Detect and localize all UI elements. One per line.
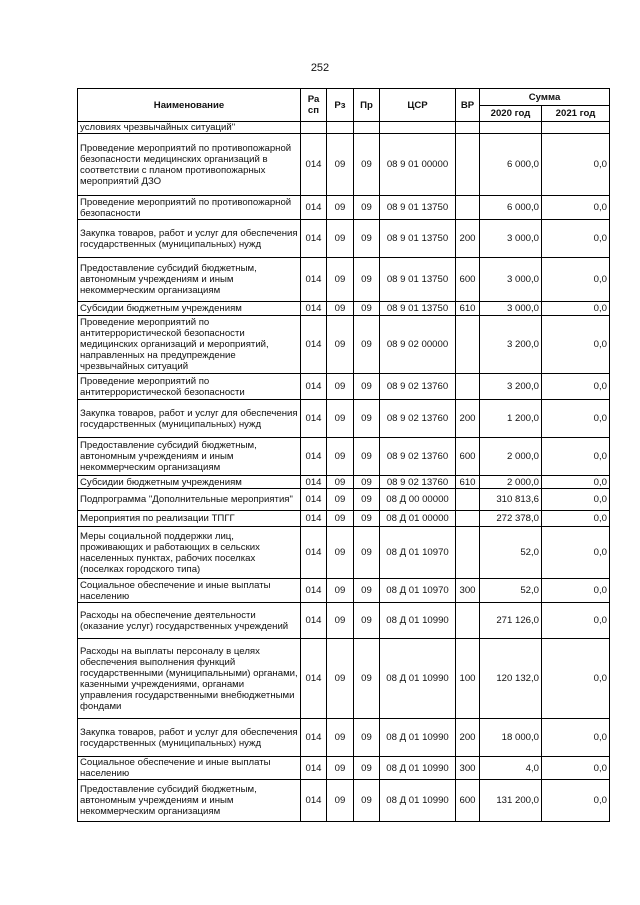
header-sum: Сумма [480,89,610,106]
row-vr: 300 [456,757,480,780]
table-row [78,489,610,511]
row-rz: 09 [327,489,354,511]
header-year-2020: 2020 год [480,106,542,122]
row-rz: 09 [327,579,354,603]
header-pr: Пр [354,89,380,122]
row-pr: 09 [354,302,380,316]
row-ra-sp: 014 [301,220,327,258]
row-rz: 09 [327,258,354,302]
row-sum-2021: 0,0 [542,757,610,780]
row-sum-2021: 0,0 [542,639,610,719]
row-sum-2020: 272 378,0 [480,511,542,527]
row-sum-2021: 0,0 [542,134,610,196]
row-vr: 300 [456,579,480,603]
row-sum-2020: 2 000,0 [480,476,542,489]
row-rz: 09 [327,316,354,374]
row-rz: 09 [327,134,354,196]
row-csr: 08 Д 01 10990 [380,780,456,822]
row-pr: 09 [354,196,380,220]
row-sum-2020: 6 000,0 [480,134,542,196]
row-sum-2020: 3 000,0 [480,258,542,302]
row-sum-2021: 0,0 [542,400,610,438]
row-csr: 08 Д 01 10990 [380,639,456,719]
row-pr: 09 [354,527,380,579]
row-rz: 09 [327,780,354,822]
page-number: 252 [310,62,330,74]
row-ra-sp: 014 [301,527,327,579]
row-csr: 08 Д 00 00000 [380,489,456,511]
row-pr: 09 [354,603,380,639]
row-csr: 08 9 02 13760 [380,400,456,438]
row-vr [456,122,480,134]
row-pr: 09 [354,134,380,196]
row-sum-2021: 0,0 [542,220,610,258]
table-row [78,122,610,134]
header-name: Наименование [78,89,301,122]
row-rz: 09 [327,220,354,258]
table-row [78,719,610,757]
row-ra-sp: 014 [301,374,327,400]
row-name: Подпрограмма "Дополнительные мероприятия" [78,489,301,511]
row-rz: 09 [327,511,354,527]
header-rz: Рз [327,89,354,122]
row-sum-2020: 2 000,0 [480,438,542,476]
row-rz: 09 [327,400,354,438]
row-rz: 09 [327,757,354,780]
row-sum-2021: 0,0 [542,476,610,489]
row-sum-2020: 3 200,0 [480,374,542,400]
row-rz: 09 [327,603,354,639]
row-sum-2020: 271 126,0 [480,603,542,639]
table-row [78,476,610,489]
row-name: Расходы на выплаты персоналу в целях обеспечения выполнения функций государственными (муниципальными) органами, казенными учреждениями, органами управления государственными внебюджетными фондами [78,639,301,719]
table-row [78,603,610,639]
row-sum-2021: 0,0 [542,196,610,220]
row-rz [327,122,354,134]
row-ra-sp: 014 [301,196,327,220]
row-sum-2021: 0,0 [542,603,610,639]
row-rz: 09 [327,438,354,476]
row-pr: 09 [354,438,380,476]
row-pr: 09 [354,476,380,489]
header-ra-sp: Ра сп [301,89,327,122]
row-csr: 08 9 01 00000 [380,134,456,196]
row-sum-2021: 0,0 [542,258,610,302]
row-sum-2020: 1 200,0 [480,400,542,438]
row-name: Мероприятия по реализации ТПГГ [78,511,301,527]
row-pr: 09 [354,316,380,374]
row-pr: 09 [354,719,380,757]
header-vr: ВР [456,89,480,122]
row-csr: 08 9 02 00000 [380,316,456,374]
row-ra-sp: 014 [301,302,327,316]
row-sum-2021 [542,122,610,134]
row-sum-2021: 0,0 [542,438,610,476]
row-name: Расходы на обеспечение деятельности (оказание услуг) государственных учреждений [78,603,301,639]
row-ra-sp: 014 [301,489,327,511]
row-vr: 610 [456,476,480,489]
row-csr: 08 9 02 13760 [380,438,456,476]
row-rz: 09 [327,527,354,579]
row-rz: 09 [327,719,354,757]
row-ra-sp: 014 [301,316,327,374]
row-csr: 08 9 01 13750 [380,196,456,220]
table-row [78,757,610,780]
row-vr: 610 [456,302,480,316]
row-csr: 08 Д 01 10990 [380,757,456,780]
row-csr: 08 Д 01 10970 [380,579,456,603]
row-csr: 08 9 01 13750 [380,220,456,258]
row-name: Субсидии бюджетным учреждениям [78,476,301,489]
row-csr [380,122,456,134]
row-sum-2020: 3 000,0 [480,302,542,316]
row-sum-2020: 131 200,0 [480,780,542,822]
row-sum-2021: 0,0 [542,489,610,511]
row-ra-sp: 014 [301,757,327,780]
row-name: Проведение мероприятий по антитеррористической безопасности медицинских организаций и мероприятий, направленных на предупреждение чрезвычайных ситуаций [78,316,301,374]
row-vr: 200 [456,719,480,757]
row-vr [456,374,480,400]
row-ra-sp: 014 [301,400,327,438]
table-row [78,438,610,476]
row-vr [456,134,480,196]
row-sum-2021: 0,0 [542,527,610,579]
row-ra-sp: 014 [301,603,327,639]
row-sum-2020: 3 200,0 [480,316,542,374]
row-csr: 08 9 01 13750 [380,302,456,316]
row-vr [456,196,480,220]
row-ra-sp: 014 [301,639,327,719]
row-sum-2021: 0,0 [542,316,610,374]
row-pr: 09 [354,511,380,527]
table-body [78,122,610,822]
table-row [78,511,610,527]
row-ra-sp: 014 [301,134,327,196]
row-csr: 08 9 01 13750 [380,258,456,302]
row-pr: 09 [354,400,380,438]
row-ra-sp: 014 [301,579,327,603]
row-ra-sp: 014 [301,719,327,757]
row-sum-2021: 0,0 [542,302,610,316]
row-sum-2020: 6 000,0 [480,196,542,220]
header-csr: ЦСР [380,89,456,122]
row-name: Закупка товаров, работ и услуг для обеспечения государственных (муниципальных) нужд [78,719,301,757]
row-ra-sp: 014 [301,476,327,489]
table-row [78,400,610,438]
table-row [78,258,610,302]
row-ra-sp [301,122,327,134]
table-row [78,374,610,400]
row-name: Проведение мероприятий по противопожарной безопасности медицинских организаций в соответствии с планом противопожарных мероприятий ДЗО [78,134,301,196]
row-pr: 09 [354,374,380,400]
table-row [78,220,610,258]
row-csr: 08 9 02 13760 [380,374,456,400]
row-vr [456,603,480,639]
row-vr [456,316,480,374]
row-sum-2021: 0,0 [542,374,610,400]
row-sum-2020: 3 000,0 [480,220,542,258]
row-sum-2020: 18 000,0 [480,719,542,757]
table-row [78,527,610,579]
row-csr: 08 Д 01 10990 [380,719,456,757]
row-vr: 200 [456,400,480,438]
row-vr [456,527,480,579]
table-row [78,316,610,374]
row-sum-2020: 4,0 [480,757,542,780]
row-rz: 09 [327,374,354,400]
row-name: Меры социальной поддержки лиц, проживающих и работающих в сельских населенных пунктах, рабочих поселках (поселках городского типа) [78,527,301,579]
row-pr: 09 [354,489,380,511]
row-ra-sp: 014 [301,780,327,822]
row-name: Субсидии бюджетным учреждениям [78,302,301,316]
row-vr [456,489,480,511]
table-row [78,134,610,196]
row-rz: 09 [327,302,354,316]
row-name: Закупка товаров, работ и услуг для обеспечения государственных (муниципальных) нужд [78,400,301,438]
row-rz: 09 [327,196,354,220]
row-rz: 09 [327,476,354,489]
row-name: Предоставление субсидий бюджетным, автономным учреждениям и иным некоммерческим организациям [78,780,301,822]
row-ra-sp: 014 [301,438,327,476]
row-ra-sp: 014 [301,511,327,527]
row-sum-2020: 52,0 [480,527,542,579]
row-vr: 200 [456,220,480,258]
row-vr: 600 [456,438,480,476]
row-pr: 09 [354,639,380,719]
row-sum-2020: 52,0 [480,579,542,603]
row-name: условиях чрезвычайных ситуаций" [78,122,301,134]
row-name: Проведение мероприятий по противопожарной безопасности [78,196,301,220]
row-sum-2021: 0,0 [542,579,610,603]
row-sum-2021: 0,0 [542,719,610,757]
row-sum-2020 [480,122,542,134]
header-year-2021: 2021 год [542,106,610,122]
row-ra-sp: 014 [301,258,327,302]
row-vr: 600 [456,780,480,822]
row-pr: 09 [354,780,380,822]
row-sum-2020: 310 813,6 [480,489,542,511]
row-csr: 08 Д 01 10970 [380,527,456,579]
row-vr [456,511,480,527]
row-pr: 09 [354,579,380,603]
row-sum-2020: 120 132,0 [480,639,542,719]
row-sum-2021: 0,0 [542,780,610,822]
row-pr: 09 [354,258,380,302]
row-name: Социальное обеспечение и иные выплаты населению [78,579,301,603]
table-row [78,302,610,316]
row-rz: 09 [327,639,354,719]
row-name: Предоставление субсидий бюджетным, автономным учреждениям и иным некоммерческим организациям [78,438,301,476]
table-row [78,780,610,822]
row-csr: 08 9 02 13760 [380,476,456,489]
row-vr: 100 [456,639,480,719]
row-name: Социальное обеспечение и иные выплаты населению [78,757,301,780]
row-pr: 09 [354,757,380,780]
row-sum-2021: 0,0 [542,511,610,527]
table-row [78,579,610,603]
row-name: Предоставление субсидий бюджетным, автономным учреждениям и иным некоммерческим организациям [78,258,301,302]
row-name: Проведение мероприятий по антитеррористической безопасности [78,374,301,400]
row-vr: 600 [456,258,480,302]
table-row [78,196,610,220]
row-name: Закупка товаров, работ и услуг для обеспечения государственных (муниципальных) нужд [78,220,301,258]
budget-table [77,88,610,822]
row-csr: 08 Д 01 00000 [380,511,456,527]
row-pr [354,122,380,134]
row-pr: 09 [354,220,380,258]
table-row [78,639,610,719]
row-csr: 08 Д 01 10990 [380,603,456,639]
